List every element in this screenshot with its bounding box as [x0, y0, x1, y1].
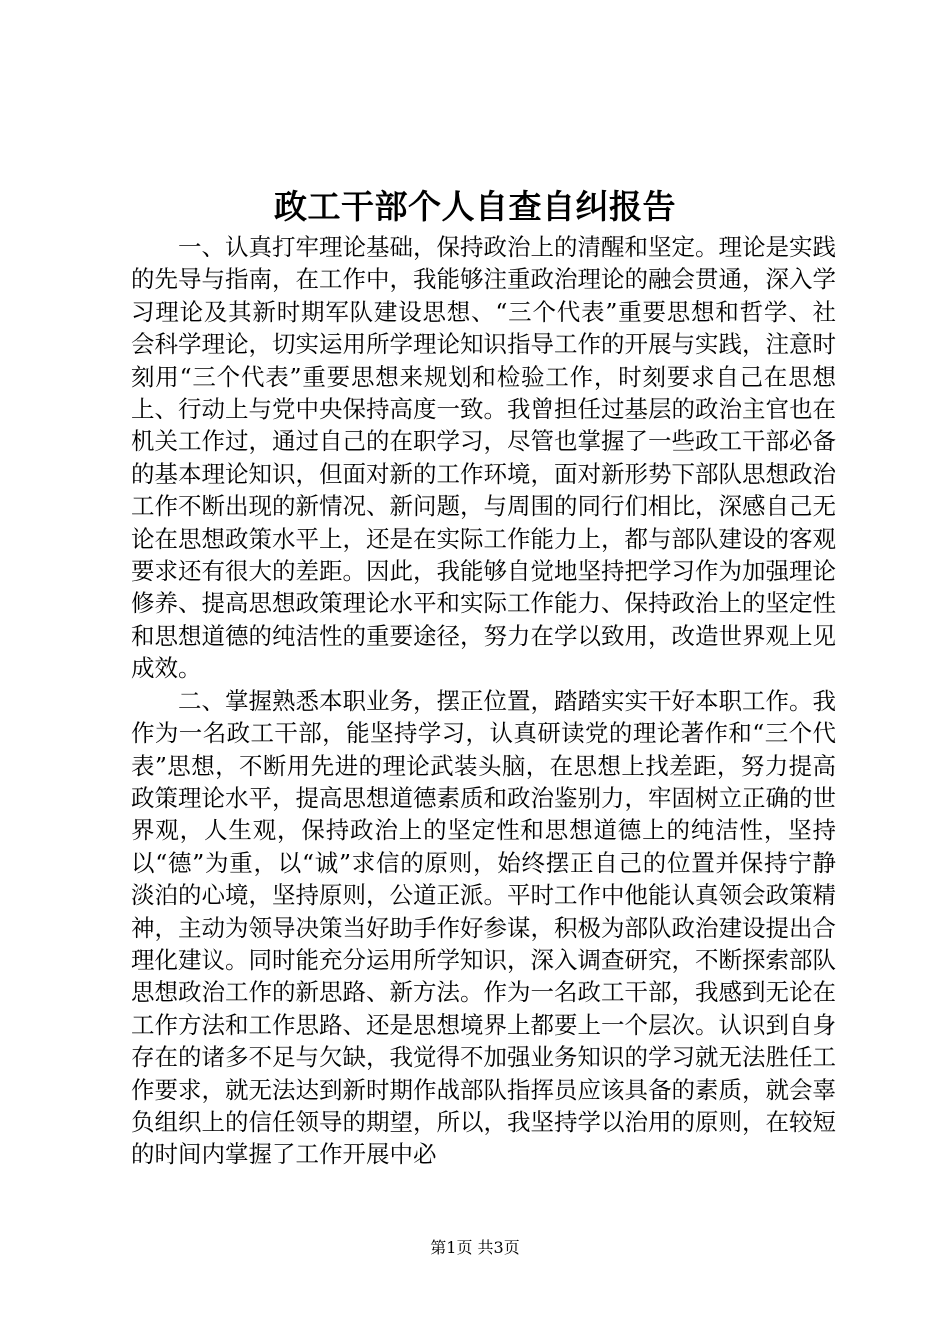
paragraph-1: 一、认真打牢理论基础，保持政治上的清醒和坚定。理论是实践的先导与指南，在工作中，我能够注重政治理论的融会贯通，深入学习理论及其新时期军队建设思想、“三个代表”重要思想和哲学、社会科学理论，切实运用所学理论知识指导工作的开展与实践，注意时刻用“三个代表”重要思想来规划和检验工作，时刻要求自己在思想上、行动上与党中央保持高度一致。我曾担任过基层的政治主官也在机关工作过，通过自己的在职学习，尽管也掌握了一些政工干部必备的基本理论知识，但面对新的工作环境，面对新形势下部队思想政治工作不断出现的新情况、新问题，与周围的同行们相比，深感自己无论在思想政策水平上，还是在实际工作能力上，都与部队建设的客观要求还有很大的差距。因此，我能够自觉地坚持把学习作为加强理论修养、提高思想政策理论水平和实际工作能力、保持政治上的坚定性和思想道德的纯洁性的重要途径，努力在学以致用，改造世界观上见成效。	[131, 233, 836, 683]
page-number-footer: 第1页 共3页	[430, 1238, 520, 1257]
document-body	[131, 231, 836, 1171]
document-title: 政工干部个人自查自纠报告	[274, 187, 676, 226]
paragraph-2: 二、掌握熟悉本职业务，摆正位置，踏踏实实干好本职工作。我作为一名政工干部，能坚持学习，认真研读党的理论著作和“三个代表”思想，不断用先进的理论武装头脑，在思想上找差距，努力提高政策理论水平，提高思想道德素质和政治鉴别力，牢固树立正确的世界观，人生观，保持政治上的坚定性和思想道德上的纯洁性，坚持以“德”为重，以“诚”求信的原则，始终摆正自己的位置并保持宁静淡泊的心境，坚持原则，公道正派。平时工作中他能认真领会政策精神，主动为领导决策当好助手作好参谋，积极为部队政治建设提出合理化建议。同时能充分运用所学知识，深入调查研究，不断探索部队思想政治工作的新思路、新方法。作为一名政工干部，我感到无论在工作方法和工作思路、还是思想境界上都要上一个层次。认识到自身存在的诸多不足与欠缺，我觉得不加强业务知识的学习就无法胜任工作要求，就无法达到新时期作战部队指挥员应该具备的素质，就会辜负组织上的信任领导的期望，所以，我坚持学以治用的原则，在较短的时间内掌握了工作开展中必	[131, 686, 836, 1169]
